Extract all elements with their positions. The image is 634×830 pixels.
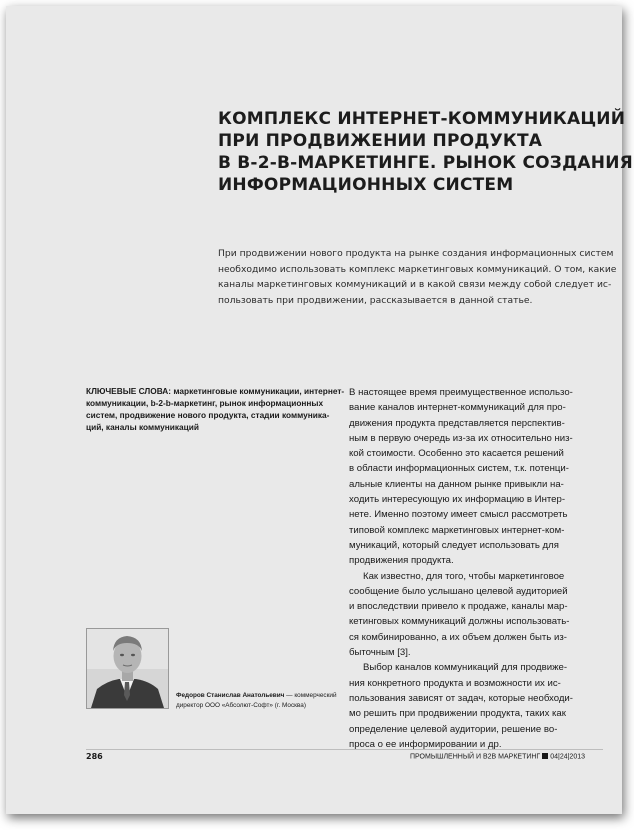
- body-line: муникаций, который следует использовать для: [349, 539, 559, 551]
- body-line: определение целевой аудитории, решение во-: [349, 723, 558, 735]
- lead-line: пользовать при продвижении, рассказывается в данной статье.: [218, 294, 533, 306]
- author-name: Федоров Станислав Анатольевич: [176, 692, 285, 699]
- body-line: кой стоимости. Особенно это касается решений: [349, 448, 564, 460]
- body-line: кетинговых коммуникаций должны использовать-: [349, 616, 570, 628]
- body-line: продвижения продукта.: [349, 555, 454, 567]
- page-number: 286: [86, 752, 103, 761]
- lead-line: При продвижении нового продукта на рынке создания информационных систем: [218, 248, 614, 259]
- body-line: альные клиенты на данном рынке привыкли на-: [349, 478, 564, 490]
- body-line: типовой комплекс маркетинговых интернет-ком-: [349, 524, 565, 536]
- lead-line: каналы маркетинговых коммуникаций и в какой связи между собой следует ис-: [218, 279, 612, 290]
- lead-line: необходимо использовать комплекс маркетинговых коммуникаций. О том, какие: [218, 263, 617, 275]
- article-body: [349, 385, 604, 752]
- body-line: Как известно, для того, чтобы маркетинговое: [363, 570, 565, 582]
- body-line: пользования зависят от задач, которые необходи-: [349, 692, 573, 704]
- body-line: и впоследствии привело к продаже, каналы мар-: [349, 601, 568, 613]
- footer-rule: [86, 749, 603, 750]
- square-separator-icon: [542, 753, 548, 759]
- body-line: ходить интересующую их информацию в Интер-: [349, 494, 566, 506]
- body-line: нете. Именно поэтому имеет смысл рассмотреть: [349, 509, 568, 521]
- title-line: ПРИ ПРОДВИЖЕНИИ ПРОДУКТА: [218, 131, 543, 151]
- journal-page: [6, 6, 633, 814]
- author-company: директор ООО «Абсолют-Софт» (г. Москва): [176, 702, 306, 709]
- body-line: Выбор каналов коммуникаций для продвиже-: [363, 662, 568, 674]
- article-lead: [218, 246, 617, 308]
- body-line: вание каналов интернет-коммуникаций для про-: [349, 402, 566, 414]
- article-title: [218, 108, 633, 196]
- title-line: В B-2-B-МАРКЕТИНГЕ. РЫНОК СОЗДАНИЯ: [218, 153, 633, 173]
- body-line: проса о ее информировании и др.: [349, 738, 502, 750]
- author-caption: [176, 691, 346, 711]
- journal-issue: 04|24|2013: [550, 753, 585, 761]
- journal-name: ПРОМЫШЛЕННЫЙ И B2B МАРКЕТИНГ: [410, 753, 541, 761]
- body-line: быточным [3].: [349, 647, 411, 659]
- author-role: — коммерческий: [284, 692, 337, 699]
- author-photo: [86, 628, 169, 709]
- journal-footer: [410, 753, 585, 761]
- keywords-line: ций, каналы коммуникаций: [86, 422, 199, 432]
- body-line: сообщение было услышано целевой аудиторией: [349, 585, 568, 597]
- title-line: ИНФОРМАЦИОННЫХ СИСТЕМ: [218, 175, 514, 195]
- body-line: движения продукта представляется перспектив-: [349, 417, 565, 429]
- body-line: в области информационных систем, т.к. потенци-: [349, 463, 569, 475]
- body-line: В настоящее время преимущественное использо-: [349, 387, 573, 398]
- body-line: ния конкретного продукта и возможности их ис-: [349, 677, 561, 689]
- keywords-line: маркетинговые коммуникации, интернет-: [171, 386, 345, 396]
- title-line: КОМПЛЕКС ИНТЕРНЕТ-КОММУНИКАЦИЙ: [218, 109, 626, 129]
- body-line: ся комбинированно, а их объем должен быть из-: [349, 631, 567, 643]
- keywords-block: [86, 385, 345, 433]
- keywords-line: систем, продвижение нового продукта, стадии коммуника-: [86, 410, 330, 420]
- keywords-line: коммуникации, b-2-b-маркетинг, рынок информационных: [86, 398, 324, 408]
- body-line: ным в первую очередь из-за их относительно низ-: [349, 432, 573, 444]
- body-line: мо решить при продвижении продукта, таких как: [349, 708, 566, 720]
- keywords-label: КЛЮЧЕВЫЕ СЛОВА:: [86, 386, 172, 396]
